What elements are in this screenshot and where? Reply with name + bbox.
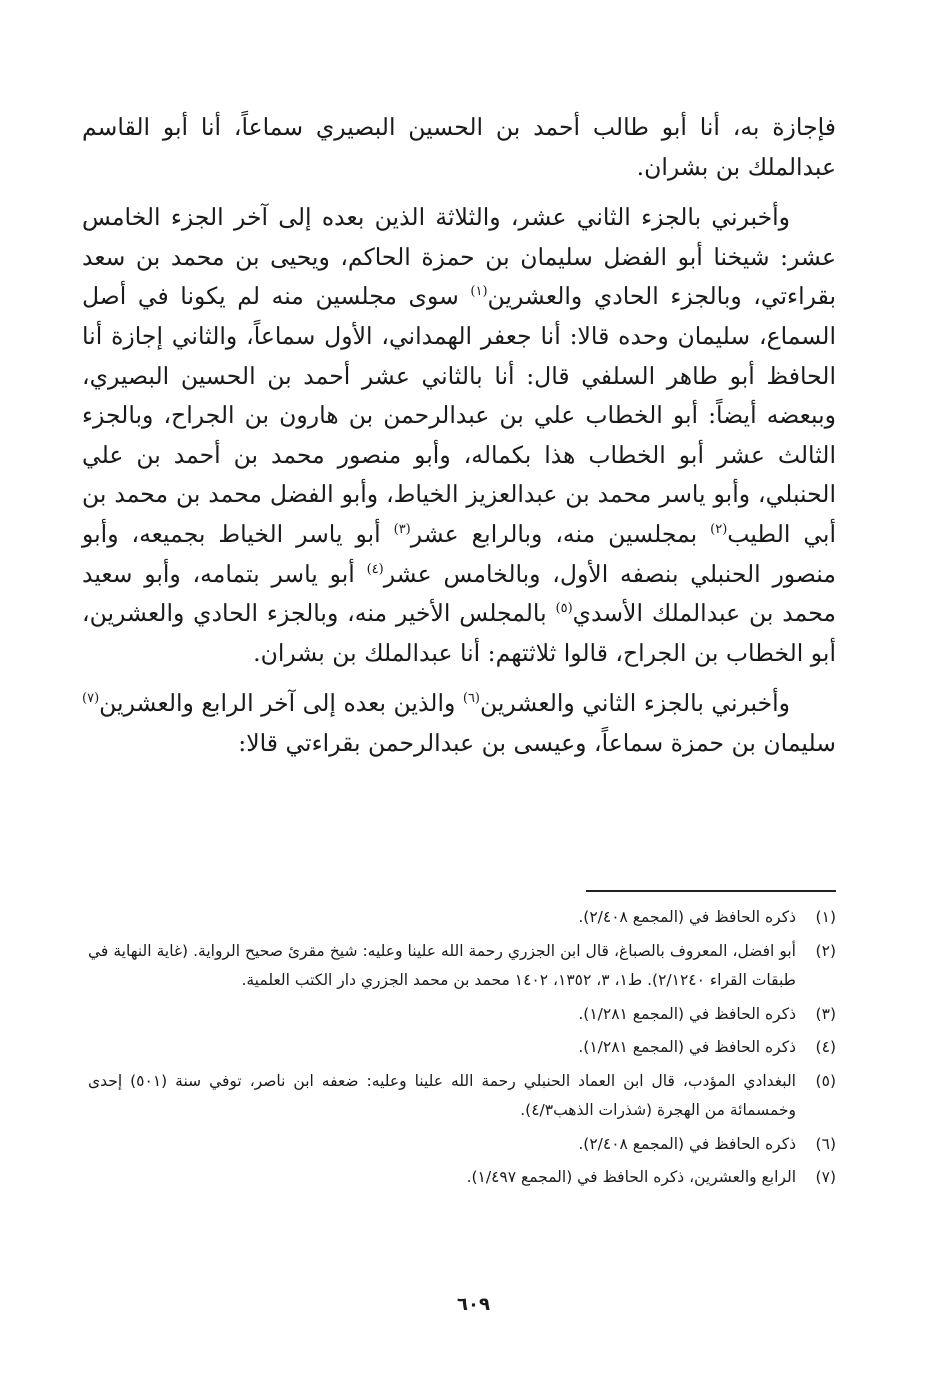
footnote-ref-1: (١) bbox=[470, 284, 488, 300]
paragraph-2-text-3: بمجلسين منه، وبالرابع عشر bbox=[410, 519, 711, 548]
footnote-number: (٤) bbox=[815, 1038, 836, 1056]
paragraph-2 bbox=[82, 198, 836, 673]
footnote-2 bbox=[88, 937, 836, 996]
footnote-ref-4: (٤) bbox=[366, 561, 384, 577]
footnote-text: أبو افضل، المعروف بالصباغ، قال ابن الجزري رحمة الله علينا وعليه: شيخ مقرئ صحيح الرواية. (غاية النهاية في طبقات القراء ٢/١٢٤٠). ط١، ٣، ١٣٥٢، ١٤٠٢ محمد بن محمد الجزري دار الكتب العلمية. bbox=[88, 941, 796, 989]
footnote-ref-6: (٦) bbox=[462, 691, 480, 707]
footnote-ref-2: (٢) bbox=[710, 521, 728, 537]
main-text bbox=[82, 108, 836, 764]
footnote-text: ذكره الحافظ في (المجمع ٢/٤٠٨). bbox=[578, 908, 796, 926]
footnote-text: الرابع والعشرين، ذكره الحافظ في (المجمع ١/٤٩٧). bbox=[466, 1168, 796, 1186]
footnote-number: (٣) bbox=[815, 1004, 836, 1023]
paragraph-3-text-1: وأخبرني بالجزء الثاني والعشرين bbox=[480, 689, 790, 718]
footnote-number: (١) bbox=[815, 908, 836, 926]
footnote-number: (٢) bbox=[815, 941, 836, 960]
paragraph-2-text-5: أبو ياسر بتمامه، وأبو سعيد محمد بن عبدالملك الأسدي bbox=[82, 559, 836, 628]
footnote-number: (٥) bbox=[815, 1071, 836, 1090]
paragraph-3 bbox=[82, 684, 836, 763]
footnotes bbox=[88, 903, 836, 1197]
paragraph-2-text-6: بالمجلس الأخير منه، وبالجزء الحادي والعشرين، أبو الخطاب بن الجراح، قالوا ثلاثتهم: أنا عبدالملك بن بشران. bbox=[82, 599, 836, 667]
footnote-ref-7: (٧) bbox=[82, 691, 100, 707]
footnote-text: ذكره الحافظ في (المجمع ١/٢٨١). bbox=[578, 1004, 796, 1023]
paragraph-2-text-4: أبو ياسر الخياط بجميعه، وأبو منصور الحنبلي بنصفه الأول، وبالخامس عشر bbox=[82, 519, 836, 588]
footnote-divider bbox=[586, 890, 836, 892]
footnote-6 bbox=[88, 1130, 836, 1160]
footnote-4 bbox=[88, 1033, 836, 1063]
footnote-number: (٧) bbox=[815, 1168, 836, 1186]
page-number: ٦٠٩ bbox=[457, 1294, 490, 1315]
footnote-text: ذكره الحافظ في (المجمع ١/٢٨١). bbox=[578, 1038, 796, 1056]
footnote-1 bbox=[88, 903, 836, 933]
footnote-ref-5: (٥) bbox=[555, 601, 573, 617]
footnote-5 bbox=[88, 1067, 836, 1126]
footnote-7 bbox=[88, 1163, 836, 1193]
footnote-text: البغدادي المؤدب، قال ابن العماد الحنبلي رحمة الله علينا وعليه: ضعفه ابن ناصر، توفي سنة (٥٠١) إحدى وخمسمائة من الهجرة (شذرات الذهب٤/٣). bbox=[88, 1071, 796, 1119]
footnote-3 bbox=[88, 1000, 836, 1030]
footnote-number: (٦) bbox=[815, 1134, 836, 1153]
paragraph-2-text-1: وأخبرني بالجزء الثاني عشر، والثلاثة الذين بعده إلى آخر الجزء الخامس عشر: شيخنا أبو الفضل سليمان بن حمزة الحاكم، ويحيى بن محمد بن سعد بقراءتي، وبالجزء الحادي والعشرين bbox=[82, 203, 836, 311]
footnote-ref-3: (٣) bbox=[393, 521, 411, 537]
footnote-text: ذكره الحافظ في (المجمع ٢/٤٠٨). bbox=[578, 1134, 796, 1153]
paragraph-2-text-2: سوى مجلسين منه لم يكونا في أصل السماع، سليمان وحده قالا: أنا جعفر الهمداني، الأول سماعاً، والثاني إجازة أنا الحافظ أبو طاهر السلفي قال: أنا بالثاني عشر أحمد بن الحسين البصيري، وببعضه أيضاً: أبو الخطاب علي بن عبدالرحمن بن هارون بن الجراح، وبالجزء الثالث عشر أبو الخطاب هذا بكماله، وأبو منصور محمد بن أحمد بن علي الحنبلي، وأبو ياسر محمد بن عبدالعزيز الخياط، وأبو الفضل محمد بن محمد بن أبي الطيب bbox=[82, 282, 837, 548]
paragraph-3-text-3: سليمان بن حمزة سماعاً، وعيسى بن عبدالرحمن بقراءتي قالا: bbox=[238, 728, 836, 757]
paragraph-3-text-2: والذين بعده إلى آخر الرابع والعشرين bbox=[99, 689, 463, 718]
paragraph-1: فإجازة به، أنا أبو طالب أحمد بن الحسين البصيري سماعاً، أنا أبو القاسم عبدالملك بن بشران. bbox=[82, 113, 836, 181]
